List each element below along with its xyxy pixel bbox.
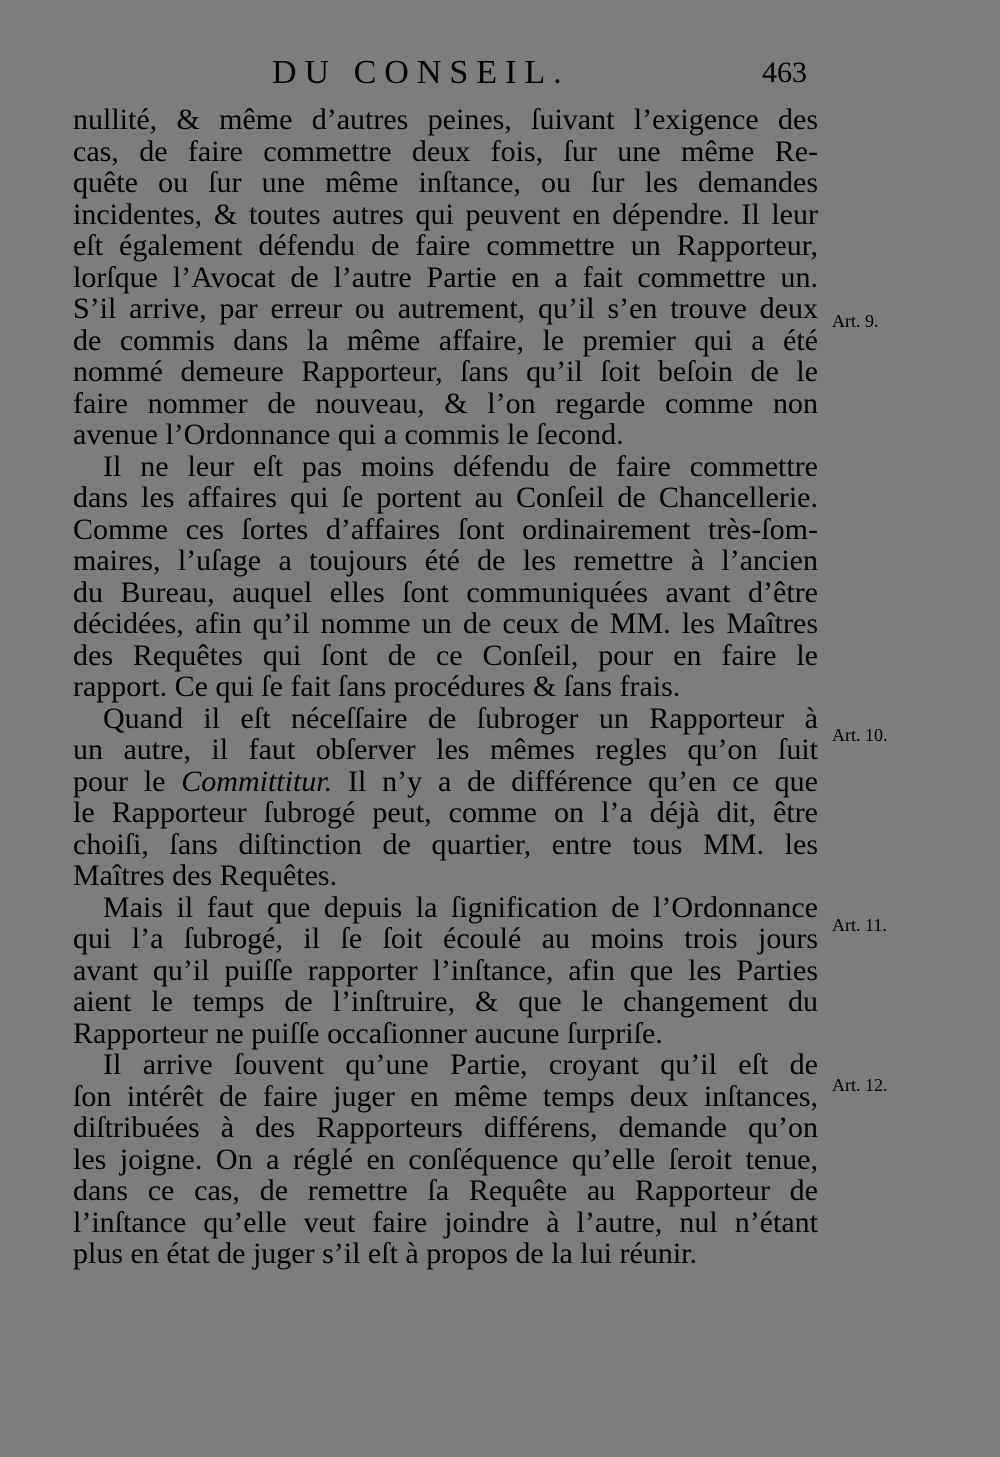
- text-line-with-italic: [73, 766, 818, 798]
- text-line: nommé demeure Rapporteur, ſans qu’il ſoit beſoin de le: [73, 355, 818, 388]
- text-line: incidentes, & toutes autres qui peuvent en dépendre. Il leur: [73, 197, 818, 231]
- text-fragment: pour le: [73, 764, 182, 798]
- text-line: du Bureau, auquel elles ſont communiquées avant d’être: [73, 575, 818, 609]
- text-line: le Rapporteur ſubrogé peut, comme on l’a déjà dit, être: [73, 796, 818, 829]
- marginal-note-art-11: Art. 11.: [832, 915, 887, 935]
- text-line: décidées, afin qu’il nomme un de ceux de MM. les Maîtres: [73, 607, 818, 640]
- text-line: Rapporteur ne puiſſe occaſionner aucune ſurpriſe.: [73, 1016, 663, 1050]
- text-line: nullité, & même d’autres peines, ſuivant l’exigence des: [73, 103, 818, 136]
- text-line: avant qu’il puiſſe rapporter l’inſtance, afin que les Parties: [73, 953, 818, 987]
- page-number: 463: [762, 56, 807, 89]
- text-line: Comme ces ſortes d’affaires ſont ordinairement très-ſom-: [73, 512, 818, 546]
- italic-term: Committitur.: [181, 764, 333, 798]
- text-line: avenue l’Ordonnance qui a commis le ſecond.: [73, 418, 624, 451]
- text-line: de commis dans la même affaire, le premier qui a été: [73, 323, 818, 357]
- text-line: des Requêtes qui ſont de ce Conſeil, pour en faire le: [73, 638, 818, 672]
- text-line: lorſque l’Avocat de l’autre Partie en a fait commettre un.: [73, 260, 818, 294]
- text-line: S’il arrive, par erreur ou autrement, qu’il s’en trouve deux: [73, 292, 818, 325]
- text-line: maires, l’uſage a toujours été de les remettre à l’ancien: [73, 544, 818, 577]
- text-line: l’inſtance qu’elle veut faire joindre à l’autre, nul n’étant: [73, 1205, 818, 1239]
- text-line: qui l’a ſubrogé, il ſe ſoit écoulé au moins trois jours: [73, 922, 818, 955]
- text-line: Quand il eſt néceſſaire de ſubroger un Rapporteur à: [103, 701, 818, 735]
- marginal-note-art-12: Art. 12.: [832, 1075, 888, 1095]
- running-head: DU CONSEIL.: [272, 54, 570, 91]
- paragraph-3: [73, 703, 818, 892]
- text-line: Il arrive ſouvent qu’une Partie, croyant qu’il eſt de: [103, 1048, 818, 1081]
- text-line: Maîtres des Requêtes.: [73, 859, 338, 892]
- text-line: Mais il faut que depuis la ſignification de l’Ordonnance: [103, 890, 818, 924]
- marginal-note-art-10: Art. 10.: [832, 725, 888, 745]
- text-line: eſt également défendu de faire commettre un Rapporteur,: [73, 229, 818, 262]
- text-line: cas, de faire commettre deux fois, ſur une même Re-: [73, 134, 818, 168]
- text-line: aient le temps de l’inſtruire, & que le changement du: [73, 985, 818, 1018]
- text-line: les joigne. On a réglé en conſéquence qu’elle ſeroit tenue,: [73, 1142, 818, 1176]
- text-line: dans ce cas, de remettre ſa Requête au Rapporteur de: [73, 1174, 818, 1207]
- paragraph-5: [73, 1049, 818, 1270]
- text-line: diſtribuées à des Rapporteurs différens, demande qu’on: [73, 1111, 818, 1144]
- text-line: ſon intérêt de faire juger en même temps deux inſtances,: [73, 1079, 818, 1113]
- paragraph-1: [73, 104, 818, 451]
- text-line: choiſi, ſans diſtinction de quartier, entre tous MM. les: [73, 827, 818, 861]
- marginal-note-art-9: Art. 9.: [832, 311, 879, 331]
- paragraph-2: [73, 451, 818, 703]
- text-fragment: Il n’y a de différence qu’en ce que: [332, 764, 818, 798]
- text-line: faire nommer de nouveau, & l’on regarde comme non: [73, 386, 818, 420]
- text-line: rapport. Ce qui ſe fait ſans procédures & ſans frais.: [73, 670, 681, 703]
- text-line: quête ou ſur une même inſtance, ou ſur les demandes: [73, 166, 818, 199]
- text-line: dans les affaires qui ſe portent au Conſeil de Chancellerie.: [73, 481, 818, 514]
- text-line: Il ne leur eſt pas moins défendu de faire commettre: [103, 449, 818, 483]
- paragraph-4: [73, 892, 818, 1050]
- body-text: [73, 104, 818, 1270]
- text-line: un autre, il faut obſerver les mêmes regles qu’on ſuit: [73, 733, 818, 766]
- text-line: plus en état de juger s’il eſt à propos de la lui réunir.: [73, 1237, 697, 1270]
